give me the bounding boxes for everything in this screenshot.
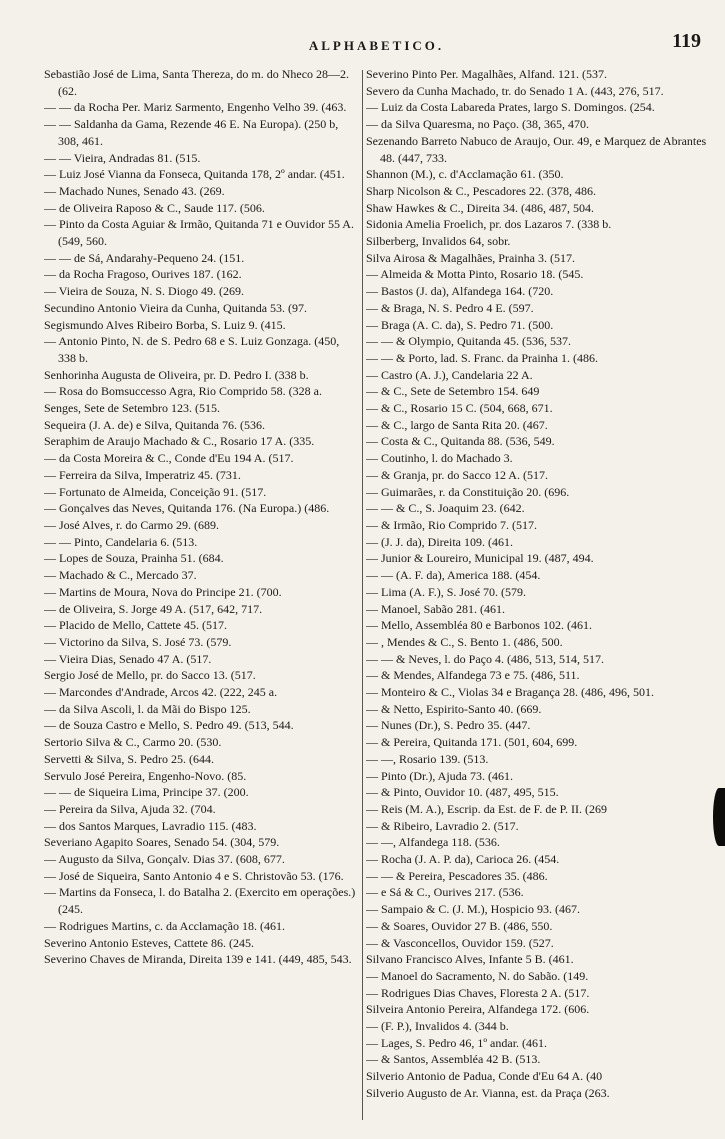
directory-entry: — e Sá & C., Ourives 217. (536.	[366, 885, 524, 900]
directory-entry: — Rosa do Bomsuccesso Agra, Rio Comprido 58. (328 a.	[44, 384, 322, 399]
directory-entry: Seraphim de Araujo Machado & C., Rosario 17 A. (335.	[44, 434, 315, 449]
directory-entry: — Vieira Dias, Senado 47 A. (517.	[44, 651, 212, 666]
directory-entry: Silveira Antonio Pereira, Alfandega 172. (606.	[366, 1002, 590, 1017]
directory-entry: — Mello, Assembléa 80 e Barbonos 102. (461.	[366, 618, 592, 633]
left-column	[44, 66, 360, 1126]
directory-entry: — & Soares, Ouvidor 27 B. (486, 550.	[366, 918, 553, 933]
page-title: ALPHABETICO.	[308, 38, 445, 53]
directory-entry: — da Rocha Fragoso, Ourives 187. (162.	[44, 267, 242, 282]
directory-entry: — & Irmão, Rio Comprido 7. (517.	[366, 517, 537, 532]
directory-entry: — & Mendes, Alfandega 73 e 75. (486, 511.	[366, 668, 580, 683]
directory-entry: — & Granja, pr. do Sacco 12 A. (517.	[366, 467, 548, 482]
column-divider	[362, 70, 363, 1120]
directory-entry: — — & Neves, l. do Paço 4. (486, 513, 514, 517.	[366, 651, 604, 666]
directory-entry: — & Netto, Espirito-Santo 40. (669.	[366, 701, 542, 716]
directory-entry: — Rocha (J. A. P. da), Carioca 26. (454.	[366, 852, 560, 867]
directory-entry: — —, Alfandega 118. (536.	[366, 835, 500, 850]
directory-entry: — Pereira da Silva, Ajuda 32. (704.	[44, 801, 216, 816]
directory-entry: — Gonçalves das Neves, Quitanda 176. (Na Europa.) (486.	[44, 501, 330, 516]
directory-entry: — Coutinho, l. do Machado 3.	[366, 451, 513, 466]
directory-entry: — Reis (M. A.), Escrip. da Est. de F. de P. II. (269	[366, 801, 608, 816]
directory-entry: — dos Santos Marques, Lavradio 115. (483.	[44, 818, 257, 833]
directory-entry: — Braga (A. C. da), S. Pedro 71. (500.	[366, 317, 554, 332]
directory-entry: — Rodrigues Martins, c. da Acclamação 18. (461.	[44, 918, 285, 933]
directory-entry: — Luiz José Vianna da Fonseca, Quitanda 178, 2º andar. (451.	[44, 167, 345, 182]
directory-entry: Silberberg, Invalidos 64, sobr.	[366, 234, 511, 249]
directory-entry: — Sampaio & C. (J. M.), Hospicio 93. (467.	[366, 902, 580, 917]
directory-entry: — de Oliveira Raposo & C., Saude 117. (506.	[44, 200, 265, 215]
directory-entry: — Vieira de Souza, N. S. Diogo 49. (269.	[44, 284, 245, 299]
directory-entry: — Guimarães, r. da Constituição 20. (696.	[366, 484, 570, 499]
directory-entry: Sezenando Barreto Nabuco de Araujo, Our. 49, e Marquez de Abrantes 48. (447, 733.	[366, 133, 707, 165]
page-number: 119	[672, 30, 701, 52]
directory-entry: — & Pinto, Ouvidor 10. (487, 495, 515.	[366, 785, 559, 800]
directory-entry: — Augusto da Silva, Gonçalv. Dias 37. (608, 677.	[44, 852, 285, 867]
directory-entry: — —, Rosario 139. (513.	[366, 751, 489, 766]
directory-entry: — Pinto da Costa Aguiar & Irmão, Quitanda 71 e Ouvidor 55 A. (549, 560.	[44, 217, 354, 249]
directory-entry: — Manoel do Sacramento, N. do Sabão. (149.	[366, 968, 589, 983]
directory-entry: — Antonio Pinto, N. de S. Pedro 68 e S. Luiz Gonzaga. (450, 338 b.	[44, 334, 340, 365]
directory-entry: — Machado & C., Mercado 37.	[44, 568, 197, 583]
directory-entry: — — & Pereira, Pescadores 35. (486.	[366, 868, 548, 883]
directory-entry: — da Silva Quaresma, no Paço. (38, 365, 470.	[366, 117, 589, 132]
directory-entry: — — Vieira, Andradas 81. (515.	[44, 150, 201, 165]
directory-entry: Severo da Cunha Machado, tr. do Senado 1 A. (443, 276, 517.	[366, 83, 664, 98]
directory-entry: — Martins da Fonseca, l. do Batalha 2. (Exercito em operações.) (245.	[44, 885, 356, 917]
directory-entry: — Castro (A. J.), Candelaria 22 A.	[366, 367, 533, 382]
directory-entry: — & C., Rosario 15 C. (504, 668, 671.	[366, 401, 553, 416]
directory-entry: Silva Airosa & Magalhães, Prainha 3. (517.	[366, 250, 575, 265]
directory-entry: — Manoel, Sabão 281. (461.	[366, 601, 505, 616]
directory-entry: — — & C., S. Joaquim 23. (642.	[366, 501, 525, 516]
directory-entry: Severino Chaves de Miranda, Direita 139 e 141. (449, 485, 543.	[44, 952, 352, 967]
directory-entry: — Pinto (Dr.), Ajuda 73. (461.	[366, 768, 513, 783]
directory-entry: — Martins de Moura, Nova do Principe 21. (700.	[44, 584, 282, 599]
directory-entry: — & Pereira, Quitanda 171. (501, 604, 699.	[366, 735, 578, 750]
directory-entry: Segismundo Alves Ribeiro Borba, S. Luiz 9. (415.	[44, 317, 286, 332]
directory-entry: — — & Olympio, Quitanda 45. (536, 537.	[366, 334, 571, 349]
directory-entry: Sharp Nicolson & C., Pescadores 22. (378, 486.	[366, 183, 596, 198]
directory-entry: — da Costa Moreira & C., Conde d'Eu 194 A. (517.	[44, 451, 294, 466]
directory-entry: — Victorino da Silva, S. José 73. (579.	[44, 634, 232, 649]
directory-entry: Sidonia Amelia Froelich, pr. dos Lazaros 7. (338 b.	[366, 217, 612, 232]
directory-entry: — Ferreira da Silva, Imperatriz 45. (731.	[44, 467, 241, 482]
directory-entry: — José Alves, r. do Carmo 29. (689.	[44, 517, 219, 532]
directory-entry: — Nunes (Dr.), S. Pedro 35. (447.	[366, 718, 531, 733]
directory-entry: — Luiz da Costa Labareda Prates, largo S. Domingos. (254.	[366, 100, 655, 115]
left-entry-list	[44, 66, 360, 968]
directory-entry: — Placido de Mello, Cattete 45. (517.	[44, 618, 227, 633]
directory-entry: — — de Sá, Andarahy-Pequeno 24. (151.	[44, 250, 245, 265]
directory-entry: — Bastos (J. da), Alfandega 164. (720.	[366, 284, 554, 299]
directory-entry: — Lages, S. Pedro 46, 1º andar. (461.	[366, 1035, 548, 1050]
directory-entry: — & Braga, N. S. Pedro 4 E. (597.	[366, 300, 534, 315]
directory-entry: Shaw Hawkes & C., Direita 34. (486, 487, 504.	[366, 200, 594, 215]
directory-entry: — Fortunato de Almeida, Conceição 91. (517.	[44, 484, 267, 499]
directory-entry: — — de Siqueira Lima, Principe 37. (200.	[44, 785, 249, 800]
directory-entry: Sequeira (J. A. de) e Silva, Quitanda 76. (536.	[44, 417, 265, 432]
directory-entry: — Monteiro & C., Violas 34 e Bragança 28. (486, 496, 501.	[366, 685, 655, 700]
directory-entry: — & Santos, Assembléa 42 B. (513.	[366, 1052, 541, 1067]
directory-entry: — Almeida & Motta Pinto, Rosario 18. (545.	[366, 267, 584, 282]
directory-entry: — & C., largo de Santa Rita 20. (467.	[366, 417, 548, 432]
directory-entry: — — Pinto, Candelaria 6. (513.	[44, 534, 198, 549]
directory-entry: Senhorinha Augusta de Oliveira, pr. D. Pedro I. (338 b.	[44, 367, 309, 382]
directory-entry: Severiano Agapito Soares, Senado 54. (304, 579.	[44, 835, 280, 850]
directory-entry: — — Saldanha da Gama, Rezende 46 E. Na Europa). (250 b, 308, 461.	[44, 117, 339, 148]
right-column	[366, 66, 718, 1126]
directory-entry: — & Vasconcellos, Ouvidor 159. (527.	[366, 935, 554, 950]
directory-entry: Silvano Francisco Alves, Infante 5 B. (461.	[366, 952, 574, 967]
directory-entry: — Lopes de Souza, Prainha 51. (684.	[44, 551, 224, 566]
directory-entry: Shannon (M.), c. d'Acclamação 61. (350.	[366, 167, 564, 182]
directory-entry: Sertorio Silva & C., Carmo 20. (530.	[44, 735, 222, 750]
directory-entry: — — & Porto, lad. S. Franc. da Prainha 1. (486.	[366, 350, 598, 365]
page-header	[40, 30, 713, 56]
directory-entry: Silverio Antonio de Padua, Conde d'Eu 64 A. (40	[366, 1069, 603, 1084]
directory-entry: Silverio Augusto de Ar. Vianna, est. da Praça (263.	[366, 1085, 610, 1100]
directory-entry: — & C., Sete de Setembro 154. 649	[366, 384, 540, 399]
directory-entry: Servulo José Pereira, Engenho-Novo. (85.	[44, 768, 247, 783]
right-entry-list	[366, 66, 718, 1102]
directory-entry: Sergio José de Mello, pr. do Sacco 13. (517.	[44, 668, 256, 683]
directory-entry: — Marcondes d'Andrade, Arcos 42. (222, 245 a.	[44, 685, 278, 700]
directory-entry: — — da Rocha Per. Mariz Sarmento, Engenho Velho 39. (463.	[44, 100, 347, 115]
directory-entry: Severino Antonio Esteves, Cattete 86. (245.	[44, 935, 254, 950]
directory-entry: — José de Siqueira, Santo Antonio 4 e S. Christovão 53. (176.	[44, 868, 344, 883]
directory-entry: — (F. P.), Invalidos 4. (344 b.	[366, 1019, 509, 1034]
directory-entry: Severino Pinto Per. Magalhães, Alfand. 121. (537.	[366, 67, 607, 81]
directory-entry: — Costa & C., Quitanda 88. (536, 549.	[366, 434, 555, 449]
directory-entry: — Machado Nunes, Senado 43. (269.	[44, 183, 225, 198]
directory-entry: Servetti & Silva, S. Pedro 25. (644.	[44, 751, 214, 766]
directory-entry: — Rodrigues Dias Chaves, Floresta 2 A. (517.	[366, 985, 590, 1000]
directory-entry: Secundino Antonio Vieira da Cunha, Quitanda 53. (97.	[44, 300, 308, 315]
directory-entry: — de Souza Castro e Mello, S. Pedro 49. (513, 544.	[44, 718, 294, 733]
directory-entry: — (J. J. da), Direita 109. (461.	[366, 534, 513, 549]
ink-blot-mark	[713, 788, 725, 846]
directory-entry: — Lima (A. F.), S. José 70. (579.	[366, 584, 527, 599]
directory-entry: — Junior & Loureiro, Municipal 19. (487, 494.	[366, 551, 594, 566]
directory-entry: — & Ribeiro, Lavradio 2. (517.	[366, 818, 519, 833]
directory-entry: Sebastião José de Lima, Santa Thereza, do m. do Nheco 28—2. (62.	[44, 67, 350, 98]
directory-entry: — da Silva Ascoli, l. da Mãi do Bispo 125.	[44, 701, 251, 716]
directory-entry: — de Oliveira, S. Jorge 49 A. (517, 642, 717.	[44, 601, 263, 616]
directory-entry: Senges, Sete de Setembro 123. (515.	[44, 401, 220, 416]
directory-entry: — — (A. F. da), America 188. (454.	[366, 568, 541, 583]
directory-entry: — , Mendes & C., S. Bento 1. (486, 500.	[366, 634, 563, 649]
